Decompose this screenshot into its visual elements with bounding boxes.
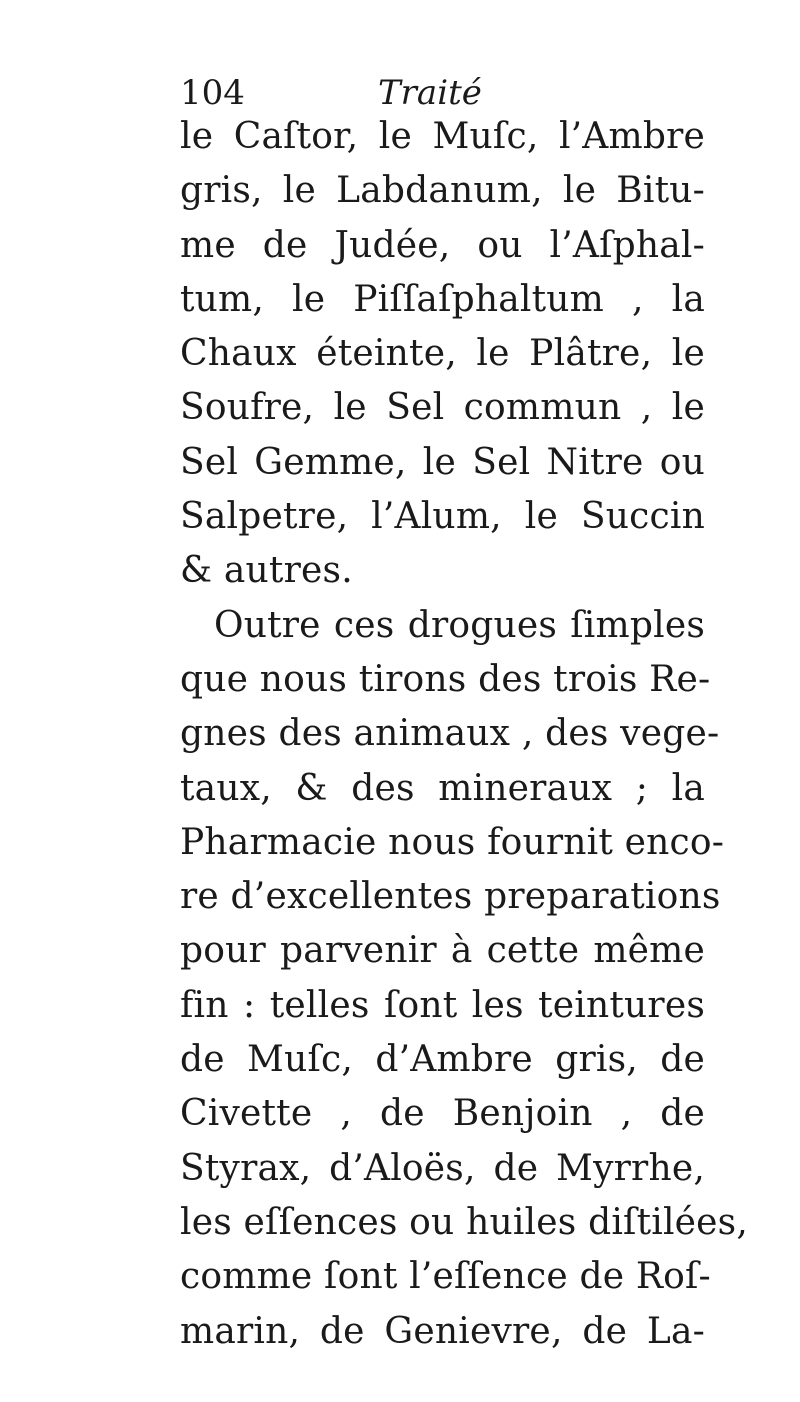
text-line: marin, de Genievre, de La-: [180, 1310, 705, 1352]
text-line: gris, le Labdanum, le Bitu-: [180, 170, 705, 212]
text-line: fin : telles ſont les teintures: [180, 984, 705, 1026]
text-line: les eſſences ou huiles diſtilées,: [180, 1201, 748, 1243]
text-line: le Caſtor, le Muſc, l’Ambre: [180, 116, 705, 157]
paragraph-start-line: Outre ces drogues ſimples: [214, 604, 705, 646]
text-line: pour parvenir à cette même: [180, 930, 705, 972]
page-number: 104: [180, 73, 245, 113]
text-line: Styrax, d’Aloës, de Myrrhe,: [180, 1147, 705, 1189]
text-line: Chaux éteinte, le Plâtre, le: [180, 333, 705, 375]
text-line: de Muſc, d’Ambre gris, de: [180, 1039, 705, 1081]
text-line: Soufre, le Sel commun , le: [180, 387, 705, 429]
text-line: Sel Gemme, le Sel Nitre ou: [180, 441, 705, 483]
text-line: gnes des animaux , des vege-: [180, 713, 720, 755]
text-line: me de Judée, ou l’Aſphal-: [180, 224, 705, 266]
body-text: [180, 110, 748, 1359]
text-line: taux, & des mineraux ; la: [180, 767, 705, 809]
running-title: Traité: [378, 73, 482, 113]
text-line: Civette , de Benjoin , de: [180, 1093, 705, 1135]
text-line: tum, le Piſſaſphaltum , la: [180, 278, 705, 320]
text-line: Salpetre, l’Alum, le Succin: [180, 496, 705, 538]
text-line: Pharmacie nous fournit enco-: [180, 821, 725, 863]
text-line: re d’excellentes preparations: [180, 876, 721, 918]
text-line: comme ſont l’eſſence de Roſ-: [180, 1256, 711, 1298]
text-line: & autres.: [180, 550, 353, 592]
text-line: que nous tirons des trois Re-: [180, 658, 711, 700]
